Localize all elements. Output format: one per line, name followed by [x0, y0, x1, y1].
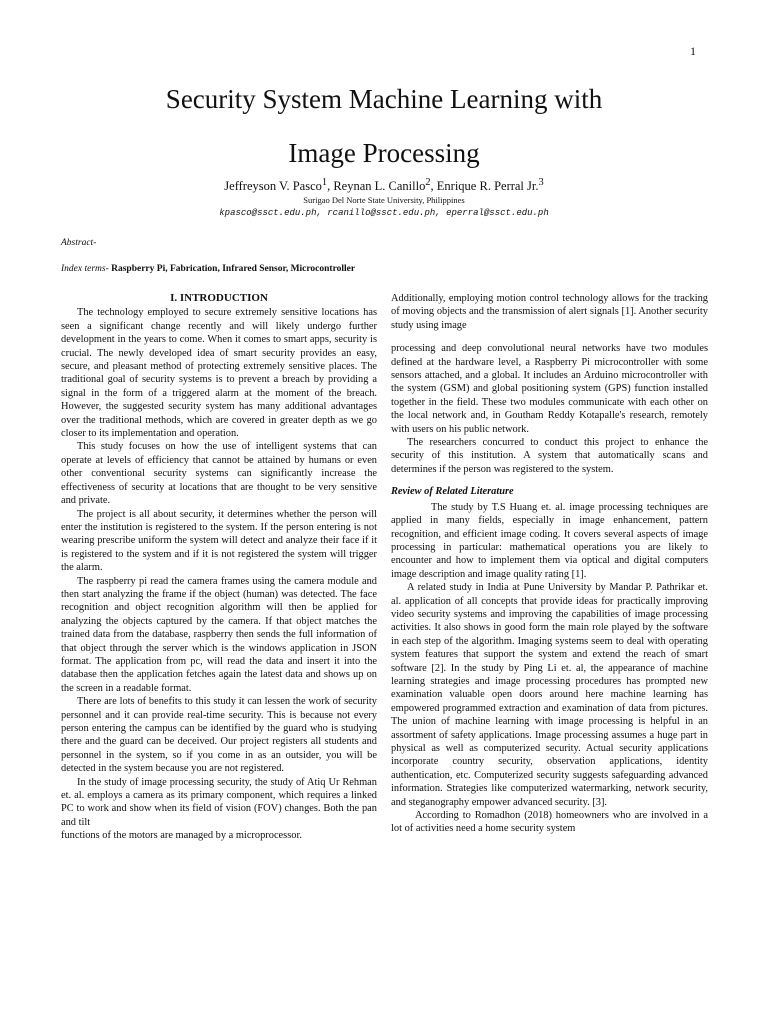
- paragraph: In the study of image processing security, the study of Atiq Ur Rehman et. al. employs a camera as its primary component, which requires a linked PC to work and show when its field of vision (FOV) changes. Both the pan and tilt: [61, 776, 377, 828]
- title-line-1: Security System Machine Learning with: [165, 84, 603, 114]
- paper-title: [0, 72, 768, 180]
- paragraph: The researchers concurred to conduct this project to enhance the security of this institution. A system that automatically scans and determines if the person was registered to the system.: [391, 437, 708, 475]
- affiliation: Surigao Del Norte State University, Philippines: [303, 195, 465, 205]
- paragraph: The technology employed to secure extremely sensitive locations has seen a significant change recently and will likely undergo further development in the years to come. When it comes to smart apps, security is crucial. The newly developed idea of smart security provides an easy, secure, and pleasant method of protecting extremely sensitive places. The traditional goal of security systems is to prevent a breach by providing a signal in the form of a triggered alarm at the moment of the breach. However, the suggested security system has many additional advantages over the traditional methods, which are covered in greater depth as we go closer to its implementation and operation.: [61, 307, 377, 440]
- paragraph: Additionally, employing motion control technology allows for the tracking of moving objects and the transmission of alert signals [1]. Another security study using image: [391, 293, 708, 331]
- paragraph-continued: functions of the motors are managed by a microprocessor.: [61, 830, 302, 842]
- paragraph: According to Romadhon (2018) homeowners who are involved in a lot of activities need a home security system: [391, 810, 708, 835]
- index-terms-label: Index terms-: [61, 264, 109, 274]
- author-name: Enrique R. Perral Jr.: [436, 179, 539, 194]
- right-column: [391, 292, 708, 836]
- paragraph: There are lots of benefits to this study it can lessen the work of security personnel and it can provide real-time security. This is because not every person entering the campus can be identified by the guard who is studying there and the guard can be deceived. Our project registers all students and personnel in the system, so if you come in as an outsider, you will be detected in the system because you are not registered.: [61, 696, 377, 775]
- paragraph: The project is all about security, it determines whether the person will enter the institution is registered to the system. If the person entering is not wearing prescribe uniform the system will detect and analyze their face if it is registered to the system and if it is not registered the system will trigger the alarm.: [61, 508, 377, 574]
- author-superscript: 1: [321, 177, 328, 188]
- author-superscript: 2: [425, 177, 431, 188]
- left-column: [61, 292, 377, 843]
- paragraph: The raspberry pi read the camera frames using the camera module and then start analyzing the frame if the object (human) was detected. The face recognition and object recognition algorithm will then be applied for analyzing the objects captured by the camera. If that object matches the trained data from the database, raspberry then sends the full information of that object through the server which is the windows application in JSON format. The application from pc, will read the data and insert it into the database then the application fetches again the latest data and shows up on the screen in a readable format.: [61, 575, 377, 694]
- author-name: Reynan L. Canillo: [333, 179, 426, 194]
- section-heading-introduction: I. INTRODUCTION: [170, 292, 268, 304]
- paragraph: The study by T.S Huang et. al. image processing techniques are applied in many fields, especially in image enhancement, pattern recognition, and efficient image coding. It covers several aspects of image processing in particular: mathematical operations you are likely to encounter and how to implement them via optical and digital computers image description and image quality rating [1].: [391, 501, 708, 580]
- paragraph: A related study in India at Pune University by Mandar P. Pathrikar et. al. application of all concepts that provide ideas for practically improving video security systems and improving the capabilities of image processing activities. It also shows in good form the main role played by the software in each step of the algorithm. Imaging systems seem to deal with operating system features that support the system and extend the reach of smart software [2]. In the study by Ping Li et. al, the appearance of machine learning strategies and image processing procedures has prompted new examination valuable open doors around here machine learning has empowered programmed extraction and examination of data from pictures. The union of machine learning with image processing is helpful in an assortment of safety applications. Image processing assumes a huge part in physical as well as computerized security. Actual security applications incorporate country security, observation applications, identity authentication, etc. Computerized security suggests safeguarding advanced information. Strategies like computerized watermarking, network security, and steganography empower advanced security. [3].: [391, 582, 708, 808]
- author-emails: kpasco@ssct.edu.ph, rcanillo@ssct.edu.ph, eperral@ssct.edu.ph: [219, 208, 549, 218]
- paragraph: This study focuses on how the use of intelligent systems that can operate at levels of efficiency that cannot be attained by humans or even other conventional security systems can significantly increase the effectiveness of security at locations that are thought to be very sensitive and private.: [61, 441, 377, 507]
- abstract-label: Abstract-: [61, 238, 97, 248]
- title-line-2: Image Processing: [288, 138, 480, 168]
- paragraph-continued: processing and deep convolutional neural networks have two modules defined at the hardware level, a Raspberry Pi microcontroller with some sensors attached, and a global. It includes an Arduino microcontroller with the system (GSM) and global positioning system (GPS) function installed together in the field. These two modules communicate with each other on the local network and, in Goutham Reddy Kotapalle's research, remotely with users on his public network.: [391, 343, 708, 435]
- index-terms: [61, 264, 355, 274]
- subsection-heading-rrl: Review of Related Literature: [391, 486, 514, 498]
- author-list: Jeffreyson V. Pasco$^1$, Reynan L. Canillo$^2$, Enrique R. Perral Jr.$^3$: [224, 177, 544, 194]
- page-number: 1: [690, 44, 696, 58]
- author-name: Jeffreyson V. Pasco: [224, 179, 322, 194]
- author-superscript: 3: [538, 177, 544, 188]
- index-terms-list: Raspberry Pi, Fabrication, Infrared Sensor, Microcontroller: [111, 264, 356, 274]
